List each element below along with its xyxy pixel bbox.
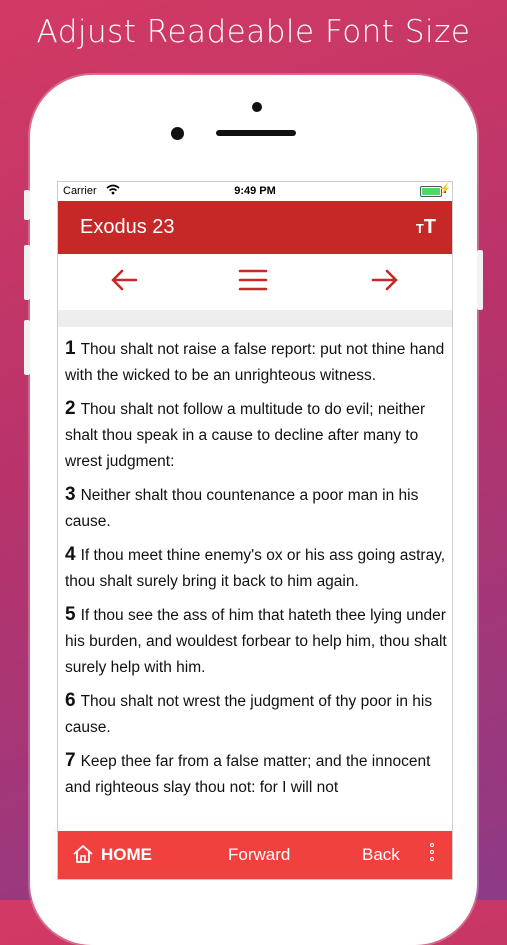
status-bar	[58, 182, 452, 201]
speaker-icon	[216, 130, 296, 136]
verse-text: If thou meet thine enemy's ox or his ass going astray, thou shalt surely bring it back to him again.	[65, 547, 446, 590]
verse-number: 2	[65, 398, 76, 419]
verse-text: Thou shalt not follow a multitude to do evil; neither shalt thou speak in a cause to decline after many to wrest judgment:	[65, 401, 426, 470]
promo-title: Adjust Readeable Font Size	[36, 14, 471, 50]
verse-text: If thou see the ass of him that hateth thee lying under his burden, and wouldest forbear to help him, thou shalt surely help with him.	[65, 607, 447, 676]
verse-text: Neither shalt thou countenance a poor man in his cause.	[65, 487, 419, 530]
font-size-icon[interactable]: TT	[415, 216, 436, 238]
volume-down-button	[24, 320, 30, 375]
camera-icon	[252, 102, 262, 112]
more-options-icon[interactable]	[430, 843, 434, 864]
verse-number: 4	[65, 544, 76, 565]
verse-text: Thou shalt not raise a false report: put not thine hand with the wicked to be an unrighteous witness.	[65, 341, 445, 384]
app-screen	[57, 181, 453, 880]
home-icon[interactable]	[72, 843, 94, 865]
charging-bolt-icon: ⚡	[438, 184, 451, 195]
status-time: 9:49 PM	[234, 185, 276, 197]
back-button[interactable]: Back	[362, 845, 400, 864]
divider	[58, 310, 452, 327]
verse-number: 1	[65, 338, 76, 359]
verse-list[interactable]	[65, 336, 447, 831]
right-arrow-icon[interactable]	[371, 266, 399, 294]
verse-item	[65, 602, 447, 681]
verse-text: Keep thee far from a false matter; and the innocent and righteous slay thou not: for I will not	[65, 753, 431, 796]
mute-switch	[24, 190, 30, 220]
chapter-title: Exodus 23	[80, 216, 175, 238]
chapter-nav	[58, 254, 452, 310]
left-arrow-icon[interactable]	[110, 266, 138, 294]
verse-text: Thou shalt not wrest the judgment of thy poor in his cause.	[65, 693, 433, 736]
front-sensor-icon	[171, 127, 184, 140]
volume-up-button	[24, 245, 30, 300]
carrier-label: Carrier	[63, 185, 97, 197]
app-bar	[58, 201, 452, 254]
menu-icon[interactable]	[238, 266, 268, 294]
bottom-nav-bar	[58, 831, 452, 879]
verse-item	[65, 396, 447, 475]
verse-item	[65, 482, 447, 535]
verse-item	[65, 542, 447, 595]
verse-number: 6	[65, 690, 76, 711]
verse-number: 3	[65, 484, 76, 505]
verse-item	[65, 336, 447, 389]
verse-number: 5	[65, 604, 76, 625]
verse-item	[65, 688, 447, 741]
verse-number: 7	[65, 750, 76, 771]
power-button	[477, 250, 483, 310]
forward-button[interactable]: Forward	[228, 845, 291, 864]
home-button[interactable]: HOME	[101, 845, 152, 864]
verse-item	[65, 748, 447, 801]
